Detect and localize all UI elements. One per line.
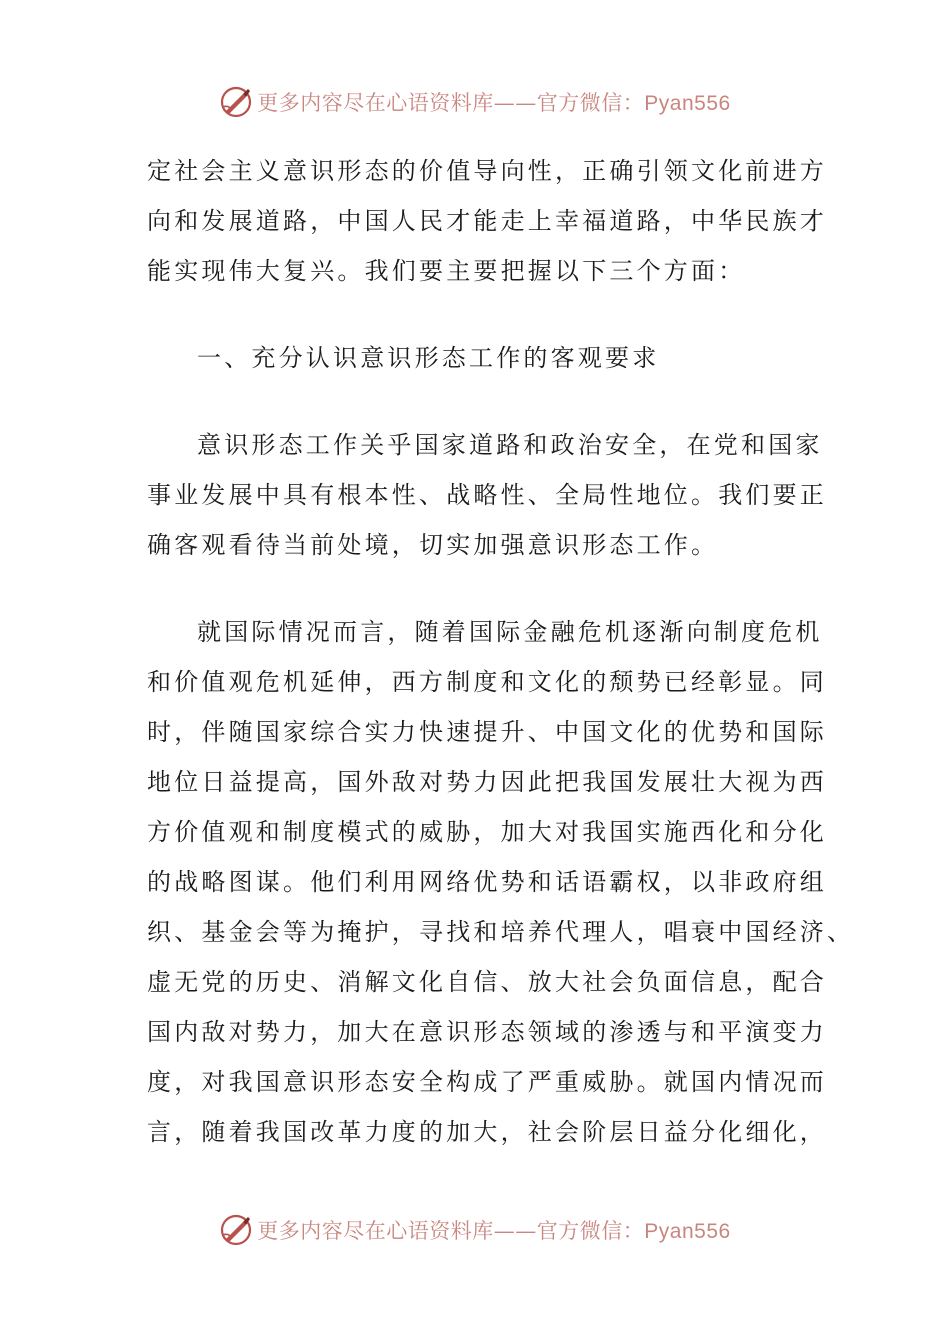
text-line: 意识形态工作关乎国家道路和政治安全，在党和国家 bbox=[197, 431, 823, 459]
heading-line: 一、充分认识意识形态工作的客观要求 bbox=[197, 344, 660, 372]
paragraph bbox=[147, 607, 855, 1157]
watermark-wechat-id: Pyan556 bbox=[644, 1220, 731, 1243]
section-heading bbox=[147, 333, 802, 383]
watermark-dash: —— bbox=[493, 91, 537, 115]
pen-logo-icon bbox=[219, 85, 253, 119]
text-line: 向和发展道路，中国人民才能走上幸福道路，中华民族才 bbox=[147, 207, 827, 235]
text-line: 就国际情况而言，随着国际金融危机逐渐向制度危机 bbox=[197, 618, 823, 646]
text-line: 国内敌对势力，加大在意识形态领域的渗透与和平演变力 bbox=[147, 1018, 827, 1046]
text-line: 确客观看待当前处境，切实加强意识形态工作。 bbox=[147, 531, 719, 559]
watermark-dash: —— bbox=[493, 1219, 537, 1243]
watermark-text bbox=[257, 1215, 730, 1245]
watermark-wechat-id: Pyan556 bbox=[644, 92, 731, 115]
text-line: 事业发展中具有根本性、战略性、全局性地位。我们要正 bbox=[147, 481, 827, 509]
text-line: 虚无党的历史、消解文化自信、放大社会负面信息，配合 bbox=[147, 968, 827, 996]
text-line: 能实现伟大复兴。我们要主要把握以下三个方面： bbox=[147, 257, 746, 285]
text-line: 和价值观危机延伸，西方制度和文化的颓势已经彰显。同 bbox=[147, 668, 827, 696]
text-line: 织、基金会等为掩护，寻找和培养代理人，唱衰中国经济、 bbox=[147, 918, 855, 946]
watermark-brand: 更多内容尽在心语资料库 bbox=[257, 1219, 494, 1243]
pen-logo-icon bbox=[219, 1213, 253, 1247]
text-line: 定社会主义意识形态的价值导向性，正确引领文化前进方 bbox=[147, 157, 827, 185]
text-line: 度，对我国意识形态安全构成了严重威胁。就国内情况而 bbox=[147, 1068, 827, 1096]
footer-watermark bbox=[0, 1210, 950, 1250]
watermark-text bbox=[257, 87, 730, 117]
paragraph bbox=[147, 146, 827, 296]
header-watermark bbox=[0, 82, 950, 122]
watermark-wechat-label: 官方微信： bbox=[536, 1219, 645, 1243]
document-body bbox=[147, 146, 855, 1157]
text-line: 方价值观和制度模式的威胁，加大对我国实施西化和分化 bbox=[147, 818, 827, 846]
text-line: 的战略图谋。他们利用网络优势和话语霸权，以非政府组 bbox=[147, 868, 827, 896]
text-line: 时，伴随国家综合实力快速提升、中国文化的优势和国际 bbox=[147, 718, 827, 746]
paragraph bbox=[147, 420, 827, 570]
watermark-wechat-label: 官方微信： bbox=[536, 91, 645, 115]
watermark-brand: 更多内容尽在心语资料库 bbox=[257, 91, 494, 115]
text-line: 地位日益提高，国外敌对势力因此把我国发展壮大视为西 bbox=[147, 768, 827, 796]
text-line: 言，随着我国改革力度的加大，社会阶层日益分化细化， bbox=[147, 1118, 827, 1146]
